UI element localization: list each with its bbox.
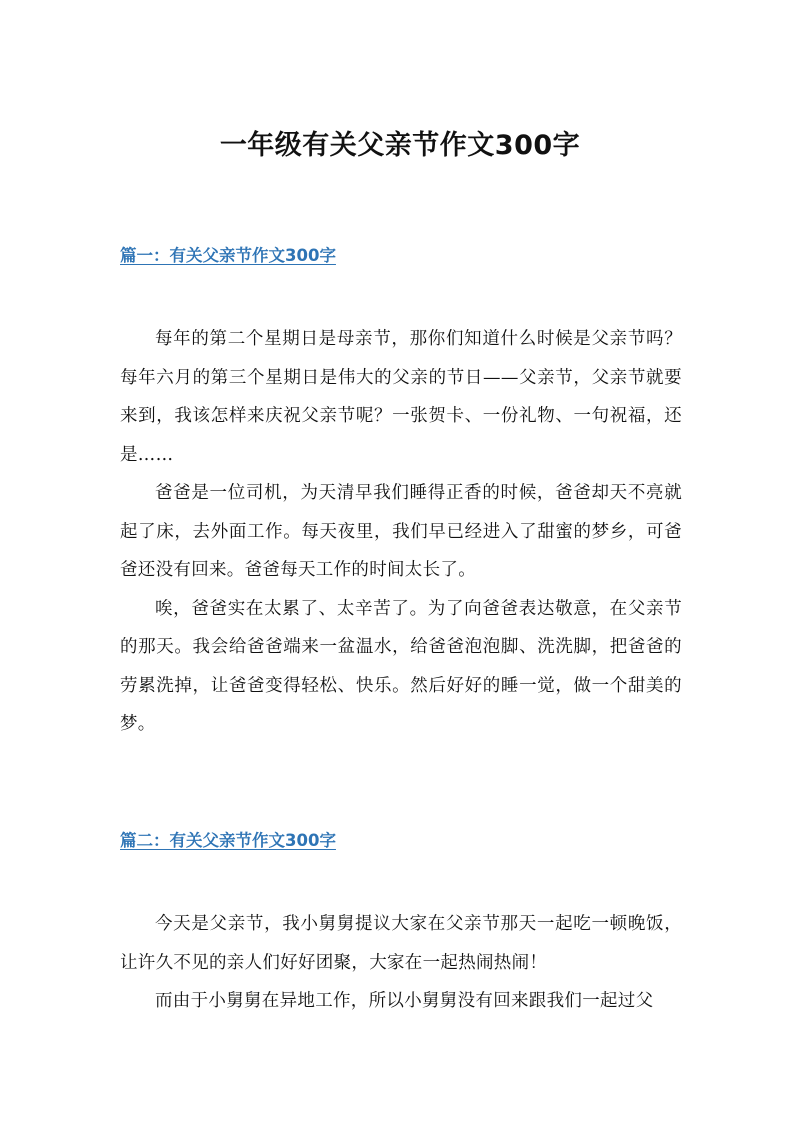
document-title: 一年级有关父亲节作文300字 xyxy=(219,130,581,161)
paragraph: 每年的第二个星期日是母亲节，那你们知道什么时候是父亲节吗？每年六月的第三个星期日是伟大的父亲的节日——父亲节，父亲节就要来到，我该怎样来庆祝父亲节呢？一张贺卡、一份礼物、一句祝福，还是…… xyxy=(120,329,682,465)
paragraph: 唉，爸爸实在太累了、太辛苦了。为了向爸爸表达敬意，在父亲节的那天。我会给爸爸端来一盆温水，给爸爸泡泡脚、洗洗脚，把爸爸的劳累洗掉，让爸爸变得轻松、快乐。然后好好的睡一觉，做一个甜美的梦。 xyxy=(120,598,682,734)
section-body-2 xyxy=(120,905,682,1021)
paragraph: 而由于小舅舅在异地工作，所以小舅舅没有回来跟我们一起过父 xyxy=(155,991,654,1011)
section-heading-2[interactable]: 篇二：有关父亲节作文300字 xyxy=(120,831,336,850)
section-heading-1[interactable]: 篇一：有关父亲节作文300字 xyxy=(120,246,336,265)
paragraph: 爸爸是一位司机，为天清早我们睡得正香的时候，爸爸却天不亮就起了床，去外面工作。每天夜里，我们早已经进入了甜蜜的梦乡，可爸爸还没有回来。爸爸每天工作的时间太长了。 xyxy=(120,483,682,580)
paragraph: 今天是父亲节，我小舅舅提议大家在父亲节那天一起吃一顿晚饭，让许久不见的亲人们好好团聚，大家在一起热闹热闹！ xyxy=(120,914,682,973)
section-body-1 xyxy=(120,320,682,744)
